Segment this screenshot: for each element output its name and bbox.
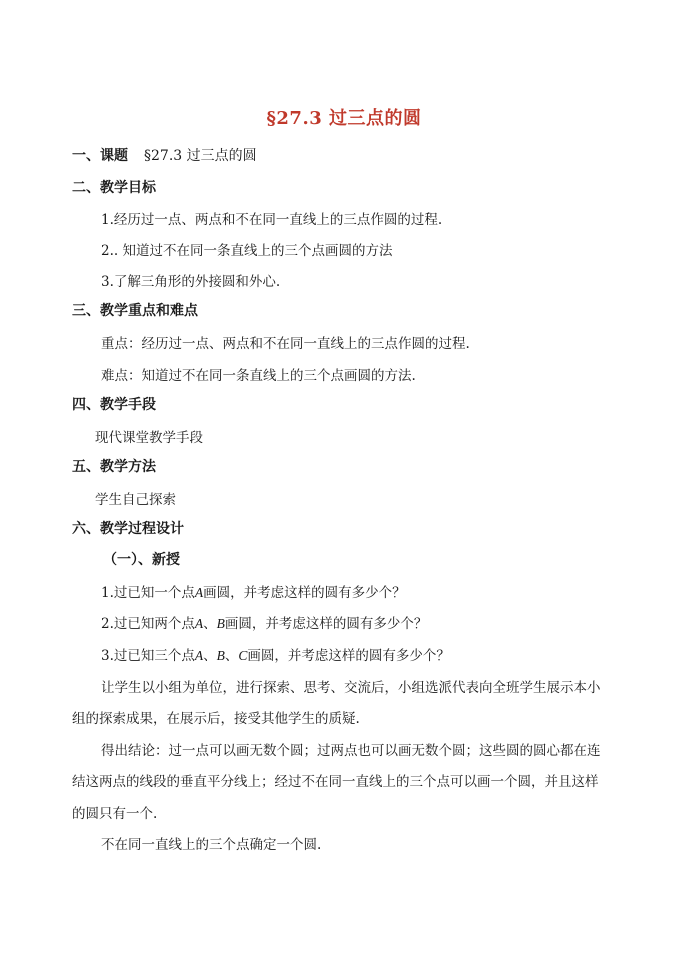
paragraph-2-line-1: 得出结论：过一点可以画无数个圆；过两点也可以画无数个圆；这些圆的圆心都在连 xyxy=(101,743,601,759)
point-a: A xyxy=(194,648,204,663)
section-keypoints-heading: 三、教学重点和难点 xyxy=(72,303,198,319)
section-method-text: 学生自己探索 xyxy=(95,492,176,508)
objective-item-3: 3.了解三角形的外接圆和外心. xyxy=(101,274,281,290)
section-topic-text: §27.3 过三点的圆 xyxy=(144,148,257,164)
paragraph-2-line-3: 的圆只有一个. xyxy=(72,806,158,822)
document-title: §27.3 过三点的圆 xyxy=(266,108,422,129)
section-means-text: 现代课堂教学手段 xyxy=(95,430,203,446)
section-means-heading: 四、教学手段 xyxy=(72,397,156,413)
objective-item-2: 2.. 知道过不在同一条直线上的三个点画圆的方法 xyxy=(101,243,393,259)
question-2 xyxy=(101,612,427,632)
section-method-heading: 五、教学方法 xyxy=(72,459,156,475)
question-1-post: 画圆，并考虑这样的圆有多少个？ xyxy=(203,585,406,601)
paragraph-2-line-2: 结这两点的线段的垂直平分线上；经过不在同一直线上的三个点可以画一个圆，并且这样 xyxy=(72,774,599,790)
keypoint-item: 重点：经历过一点、两点和不在同一直线上的三点作圆的过程. xyxy=(101,336,470,352)
section-objectives-heading: 二、教学目标 xyxy=(72,180,156,196)
point-a: A xyxy=(194,616,204,631)
question-1 xyxy=(101,581,406,601)
point-a: A xyxy=(194,585,204,600)
difficulty-item: 难点：知道过不在同一条直线上的三个点画圆的方法. xyxy=(101,368,416,384)
question-2-post: 画圆，并考虑这样的圆有多少个？ xyxy=(224,616,428,632)
separator: 、 xyxy=(203,648,217,664)
new-lesson-subheading: （一）、新授 xyxy=(103,552,180,568)
section-topic-label: 一、课题 xyxy=(72,148,128,164)
point-b: B xyxy=(216,616,225,631)
separator: 、 xyxy=(203,616,217,632)
section-topic-heading xyxy=(72,145,257,165)
objective-item-1: 1.经历过一点、两点和不在同一直线上的三点作圆的过程. xyxy=(101,212,443,228)
section-process-heading: 六、教学过程设计 xyxy=(72,521,184,537)
question-2-pre: 2.过已知两个点 xyxy=(101,616,195,632)
paragraph-1-line-1: 让学生以小组为单位，进行探索、思考、交流后，小组选派代表向全班学生展示本小 xyxy=(101,680,601,696)
question-1-pre: 1.过已知一个点 xyxy=(101,585,195,601)
point-c: C xyxy=(238,648,248,663)
conclusion-statement: 不在同一直线上的三个点确定一个圆. xyxy=(101,837,322,853)
question-3-pre: 3.过已知三个点 xyxy=(101,648,195,664)
point-b: B xyxy=(216,648,225,663)
question-3-post: 画圆，并考虑这样的圆有多少个？ xyxy=(247,648,450,664)
separator: 、 xyxy=(224,648,239,664)
question-3 xyxy=(101,644,450,664)
paragraph-1-line-2: 组的探索成果，在展示后，接受其他学生的质疑. xyxy=(72,711,360,727)
